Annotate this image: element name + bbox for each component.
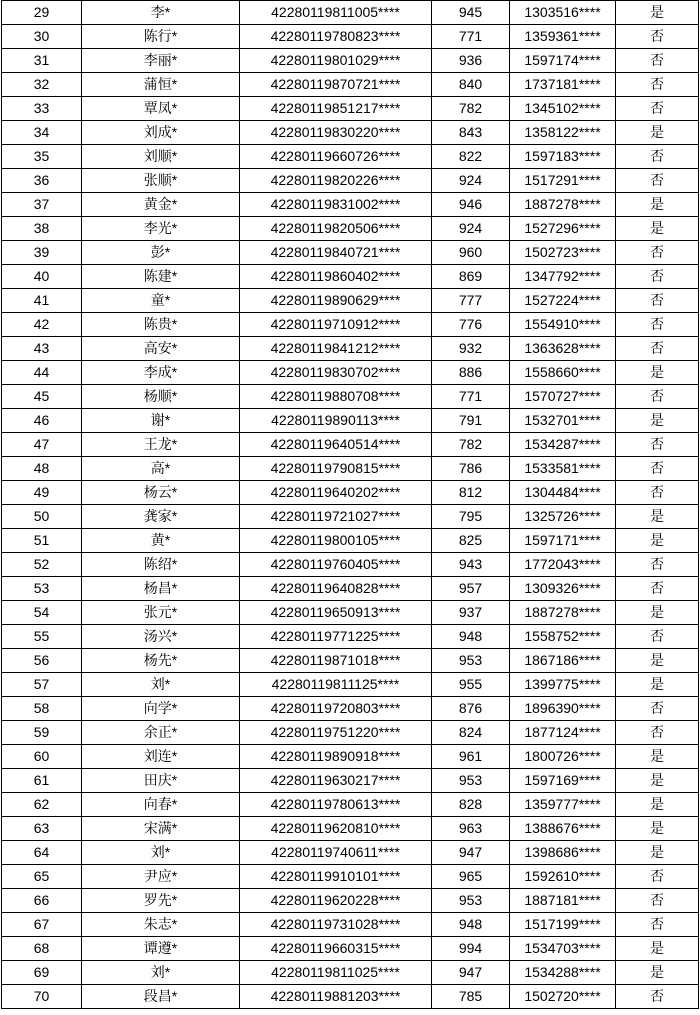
flag-cell: 否: [616, 25, 699, 49]
flag-cell: 否: [616, 865, 699, 889]
name-cell: 李丽*: [82, 49, 240, 73]
table-row: [2, 961, 699, 985]
id-number-cell: 42280119620228****: [240, 889, 432, 913]
phone-cell: 1534287****: [510, 433, 616, 457]
id-number-cell: 42280119720803****: [240, 697, 432, 721]
id-number-cell: 42280119830702****: [240, 361, 432, 385]
score-cell: 947: [432, 841, 510, 865]
row-number-cell: 64: [2, 841, 82, 865]
row-number-cell: 68: [2, 937, 82, 961]
flag-cell: 否: [616, 433, 699, 457]
flag-cell: 是: [616, 817, 699, 841]
id-number-cell: 42280119780613****: [240, 793, 432, 817]
score-cell: 953: [432, 649, 510, 673]
phone-cell: 1502723****: [510, 241, 616, 265]
table-row: [2, 265, 699, 289]
score-cell: 936: [432, 49, 510, 73]
phone-cell: 1887278****: [510, 601, 616, 625]
phone-cell: 1772043****: [510, 553, 616, 577]
name-cell: 谢*: [82, 409, 240, 433]
score-cell: 782: [432, 433, 510, 457]
name-cell: 刘*: [82, 841, 240, 865]
flag-cell: 否: [616, 49, 699, 73]
phone-cell: 1325726****: [510, 505, 616, 529]
id-number-cell: 42280119860402****: [240, 265, 432, 289]
score-cell: 943: [432, 553, 510, 577]
table-row: [2, 529, 699, 553]
id-number-cell: 42280119760405****: [240, 553, 432, 577]
score-cell: 953: [432, 889, 510, 913]
row-number-cell: 40: [2, 265, 82, 289]
id-number-cell: 42280119660315****: [240, 937, 432, 961]
name-cell: 张元*: [82, 601, 240, 625]
score-cell: 947: [432, 961, 510, 985]
table-row: [2, 481, 699, 505]
flag-cell: 是: [616, 529, 699, 553]
row-number-cell: 41: [2, 289, 82, 313]
table-row: [2, 121, 699, 145]
score-cell: 963: [432, 817, 510, 841]
phone-cell: 1887278****: [510, 193, 616, 217]
table-row: [2, 841, 699, 865]
row-number-cell: 50: [2, 505, 82, 529]
id-number-cell: 42280119880708****: [240, 385, 432, 409]
roster-table: [1, 0, 699, 1009]
row-number-cell: 38: [2, 217, 82, 241]
table-row: [2, 337, 699, 361]
name-cell: 罗先*: [82, 889, 240, 913]
flag-cell: 是: [616, 745, 699, 769]
score-cell: 777: [432, 289, 510, 313]
row-number-cell: 30: [2, 25, 82, 49]
name-cell: 朱志*: [82, 913, 240, 937]
id-number-cell: 42280119801029****: [240, 49, 432, 73]
score-cell: 812: [432, 481, 510, 505]
table-row: [2, 145, 699, 169]
row-number-cell: 46: [2, 409, 82, 433]
row-number-cell: 67: [2, 913, 82, 937]
row-number-cell: 47: [2, 433, 82, 457]
phone-cell: 1867186****: [510, 649, 616, 673]
flag-cell: 否: [616, 457, 699, 481]
table-row: [2, 361, 699, 385]
flag-cell: 是: [616, 673, 699, 697]
name-cell: 黄金*: [82, 193, 240, 217]
score-cell: 771: [432, 385, 510, 409]
phone-cell: 1887181****: [510, 889, 616, 913]
id-number-cell: 42280119890918****: [240, 745, 432, 769]
name-cell: 余正*: [82, 721, 240, 745]
row-number-cell: 57: [2, 673, 82, 697]
flag-cell: 是: [616, 961, 699, 985]
flag-cell: 否: [616, 481, 699, 505]
phone-cell: 1363628****: [510, 337, 616, 361]
score-cell: 876: [432, 697, 510, 721]
name-cell: 向春*: [82, 793, 240, 817]
roster-body: [2, 1, 699, 1009]
name-cell: 陈绍*: [82, 553, 240, 577]
flag-cell: 是: [616, 1, 699, 25]
table-row: [2, 241, 699, 265]
row-number-cell: 35: [2, 145, 82, 169]
table-row: [2, 193, 699, 217]
phone-cell: 1399775****: [510, 673, 616, 697]
score-cell: 961: [432, 745, 510, 769]
score-cell: 785: [432, 985, 510, 1009]
phone-cell: 1592610****: [510, 865, 616, 889]
phone-cell: 1554910****: [510, 313, 616, 337]
score-cell: 957: [432, 577, 510, 601]
name-cell: 杨顺*: [82, 385, 240, 409]
table-row: [2, 793, 699, 817]
id-number-cell: 42280119881203****: [240, 985, 432, 1009]
score-cell: 955: [432, 673, 510, 697]
flag-cell: 否: [616, 265, 699, 289]
name-cell: 彭*: [82, 241, 240, 265]
flag-cell: 是: [616, 409, 699, 433]
score-cell: 824: [432, 721, 510, 745]
score-cell: 937: [432, 601, 510, 625]
flag-cell: 否: [616, 985, 699, 1009]
row-number-cell: 70: [2, 985, 82, 1009]
phone-cell: 1533581****: [510, 457, 616, 481]
phone-cell: 1398686****: [510, 841, 616, 865]
phone-cell: 1800726****: [510, 745, 616, 769]
id-number-cell: 42280119871018****: [240, 649, 432, 673]
row-number-cell: 53: [2, 577, 82, 601]
flag-cell: 否: [616, 889, 699, 913]
row-number-cell: 52: [2, 553, 82, 577]
table-row: [2, 49, 699, 73]
table-row: [2, 409, 699, 433]
id-number-cell: 42280119800105****: [240, 529, 432, 553]
name-cell: 陈行*: [82, 25, 240, 49]
table-row: [2, 553, 699, 577]
flag-cell: 是: [616, 217, 699, 241]
phone-cell: 1534703****: [510, 937, 616, 961]
id-number-cell: 42280119740611****: [240, 841, 432, 865]
row-number-cell: 62: [2, 793, 82, 817]
id-number-cell: 42280119840721****: [240, 241, 432, 265]
name-cell: 童*: [82, 289, 240, 313]
name-cell: 黄*: [82, 529, 240, 553]
name-cell: 刘连*: [82, 745, 240, 769]
name-cell: 杨云*: [82, 481, 240, 505]
table-row: [2, 73, 699, 97]
id-number-cell: 42280119820226****: [240, 169, 432, 193]
flag-cell: 否: [616, 73, 699, 97]
table-row: [2, 313, 699, 337]
id-number-cell: 42280119820506****: [240, 217, 432, 241]
id-number-cell: 42280119660726****: [240, 145, 432, 169]
score-cell: 840: [432, 73, 510, 97]
name-cell: 田庆*: [82, 769, 240, 793]
name-cell: 汤兴*: [82, 625, 240, 649]
flag-cell: 是: [616, 601, 699, 625]
flag-cell: 是: [616, 649, 699, 673]
table-row: [2, 913, 699, 937]
table-row: [2, 169, 699, 193]
name-cell: 向学*: [82, 697, 240, 721]
row-number-cell: 48: [2, 457, 82, 481]
table-row: [2, 649, 699, 673]
flag-cell: 是: [616, 793, 699, 817]
row-number-cell: 43: [2, 337, 82, 361]
id-number-cell: 42280119830220****: [240, 121, 432, 145]
flag-cell: 否: [616, 913, 699, 937]
flag-cell: 否: [616, 385, 699, 409]
phone-cell: 1597171****: [510, 529, 616, 553]
name-cell: 高*: [82, 457, 240, 481]
score-cell: 771: [432, 25, 510, 49]
row-number-cell: 56: [2, 649, 82, 673]
table-row: [2, 385, 699, 409]
row-number-cell: 61: [2, 769, 82, 793]
flag-cell: 否: [616, 697, 699, 721]
table-row: [2, 457, 699, 481]
row-number-cell: 55: [2, 625, 82, 649]
id-number-cell: 42280119811025****: [240, 961, 432, 985]
table-row: [2, 217, 699, 241]
score-cell: 791: [432, 409, 510, 433]
score-cell: 869: [432, 265, 510, 289]
name-cell: 段昌*: [82, 985, 240, 1009]
flag-cell: 否: [616, 553, 699, 577]
row-number-cell: 66: [2, 889, 82, 913]
row-number-cell: 42: [2, 313, 82, 337]
row-number-cell: 60: [2, 745, 82, 769]
name-cell: 刘顺*: [82, 145, 240, 169]
name-cell: 龚家*: [82, 505, 240, 529]
phone-cell: 1570727****: [510, 385, 616, 409]
name-cell: 蒲恒*: [82, 73, 240, 97]
row-number-cell: 59: [2, 721, 82, 745]
phone-cell: 1388676****: [510, 817, 616, 841]
score-cell: 960: [432, 241, 510, 265]
score-cell: 932: [432, 337, 510, 361]
flag-cell: 是: [616, 121, 699, 145]
phone-cell: 1358122****: [510, 121, 616, 145]
name-cell: 李成*: [82, 361, 240, 385]
flag-cell: 是: [616, 937, 699, 961]
phone-cell: 1597174****: [510, 49, 616, 73]
phone-cell: 1597183****: [510, 145, 616, 169]
score-cell: 786: [432, 457, 510, 481]
flag-cell: 是: [616, 841, 699, 865]
row-number-cell: 33: [2, 97, 82, 121]
id-number-cell: 42280119831002****: [240, 193, 432, 217]
name-cell: 陈贵*: [82, 313, 240, 337]
name-cell: 杨昌*: [82, 577, 240, 601]
flag-cell: 是: [616, 193, 699, 217]
flag-cell: 否: [616, 145, 699, 169]
flag-cell: 否: [616, 169, 699, 193]
table-row: [2, 697, 699, 721]
row-number-cell: 32: [2, 73, 82, 97]
name-cell: 陈建*: [82, 265, 240, 289]
table-row: [2, 673, 699, 697]
id-number-cell: 42280119721027****: [240, 505, 432, 529]
phone-cell: 1309326****: [510, 577, 616, 601]
name-cell: 谭遵*: [82, 937, 240, 961]
flag-cell: 否: [616, 313, 699, 337]
row-number-cell: 65: [2, 865, 82, 889]
table-row: [2, 889, 699, 913]
score-cell: 843: [432, 121, 510, 145]
phone-cell: 1896390****: [510, 697, 616, 721]
flag-cell: 否: [616, 241, 699, 265]
phone-cell: 1359361****: [510, 25, 616, 49]
table-row: [2, 97, 699, 121]
row-number-cell: 45: [2, 385, 82, 409]
row-number-cell: 49: [2, 481, 82, 505]
id-number-cell: 42280119620810****: [240, 817, 432, 841]
table-row: [2, 505, 699, 529]
phone-cell: 1737181****: [510, 73, 616, 97]
name-cell: 刘*: [82, 673, 240, 697]
phone-cell: 1304484****: [510, 481, 616, 505]
row-number-cell: 54: [2, 601, 82, 625]
id-number-cell: 42280119890629****: [240, 289, 432, 313]
row-number-cell: 44: [2, 361, 82, 385]
phone-cell: 1558752****: [510, 625, 616, 649]
name-cell: 宋满*: [82, 817, 240, 841]
table-row: [2, 1, 699, 25]
table-row: [2, 625, 699, 649]
table-row: [2, 769, 699, 793]
score-cell: 994: [432, 937, 510, 961]
id-number-cell: 42280119910101****: [240, 865, 432, 889]
id-number-cell: 42280119841212****: [240, 337, 432, 361]
flag-cell: 是: [616, 361, 699, 385]
phone-cell: 1534288****: [510, 961, 616, 985]
phone-cell: 1532701****: [510, 409, 616, 433]
score-cell: 795: [432, 505, 510, 529]
name-cell: 尹应*: [82, 865, 240, 889]
name-cell: 李*: [82, 1, 240, 25]
score-cell: 886: [432, 361, 510, 385]
id-number-cell: 42280119870721****: [240, 73, 432, 97]
id-number-cell: 42280119811125****: [240, 673, 432, 697]
table-row: [2, 601, 699, 625]
score-cell: 945: [432, 1, 510, 25]
id-number-cell: 42280119780823****: [240, 25, 432, 49]
score-cell: 828: [432, 793, 510, 817]
table-row: [2, 433, 699, 457]
row-number-cell: 34: [2, 121, 82, 145]
table-row: [2, 937, 699, 961]
table-row: [2, 721, 699, 745]
name-cell: 刘*: [82, 961, 240, 985]
phone-cell: 1345102****: [510, 97, 616, 121]
table-row: [2, 817, 699, 841]
table-row: [2, 289, 699, 313]
name-cell: 刘成*: [82, 121, 240, 145]
id-number-cell: 42280119851217****: [240, 97, 432, 121]
flag-cell: 否: [616, 337, 699, 361]
phone-cell: 1527296****: [510, 217, 616, 241]
phone-cell: 1597169****: [510, 769, 616, 793]
name-cell: 覃凤*: [82, 97, 240, 121]
flag-cell: 否: [616, 625, 699, 649]
phone-cell: 1347792****: [510, 265, 616, 289]
flag-cell: 是: [616, 769, 699, 793]
table-row: [2, 985, 699, 1009]
score-cell: 924: [432, 217, 510, 241]
score-cell: 953: [432, 769, 510, 793]
flag-cell: 否: [616, 721, 699, 745]
flag-cell: 否: [616, 97, 699, 121]
row-number-cell: 39: [2, 241, 82, 265]
id-number-cell: 42280119751220****: [240, 721, 432, 745]
id-number-cell: 42280119811005****: [240, 1, 432, 25]
phone-cell: 1303516****: [510, 1, 616, 25]
row-number-cell: 36: [2, 169, 82, 193]
score-cell: 782: [432, 97, 510, 121]
name-cell: 王龙*: [82, 433, 240, 457]
id-number-cell: 42280119640828****: [240, 577, 432, 601]
id-number-cell: 42280119790815****: [240, 457, 432, 481]
name-cell: 李光*: [82, 217, 240, 241]
row-number-cell: 63: [2, 817, 82, 841]
id-number-cell: 42280119890113****: [240, 409, 432, 433]
flag-cell: 是: [616, 505, 699, 529]
score-cell: 822: [432, 145, 510, 169]
score-cell: 776: [432, 313, 510, 337]
score-cell: 948: [432, 913, 510, 937]
flag-cell: 否: [616, 577, 699, 601]
phone-cell: 1877124****: [510, 721, 616, 745]
phone-cell: 1517291****: [510, 169, 616, 193]
id-number-cell: 42280119710912****: [240, 313, 432, 337]
phone-cell: 1517199****: [510, 913, 616, 937]
table-row: [2, 25, 699, 49]
row-number-cell: 31: [2, 49, 82, 73]
id-number-cell: 42280119640202****: [240, 481, 432, 505]
name-cell: 高安*: [82, 337, 240, 361]
row-number-cell: 69: [2, 961, 82, 985]
table-row: [2, 745, 699, 769]
score-cell: 948: [432, 625, 510, 649]
phone-cell: 1502720****: [510, 985, 616, 1009]
row-number-cell: 51: [2, 529, 82, 553]
name-cell: 张顺*: [82, 169, 240, 193]
name-cell: 杨先*: [82, 649, 240, 673]
row-number-cell: 58: [2, 697, 82, 721]
id-number-cell: 42280119630217****: [240, 769, 432, 793]
score-cell: 924: [432, 169, 510, 193]
id-number-cell: 42280119640514****: [240, 433, 432, 457]
phone-cell: 1359777****: [510, 793, 616, 817]
row-number-cell: 29: [2, 1, 82, 25]
table-row: [2, 865, 699, 889]
flag-cell: 否: [616, 289, 699, 313]
id-number-cell: 42280119650913****: [240, 601, 432, 625]
id-number-cell: 42280119771225****: [240, 625, 432, 649]
score-cell: 946: [432, 193, 510, 217]
row-number-cell: 37: [2, 193, 82, 217]
table-row: [2, 577, 699, 601]
phone-cell: 1527224****: [510, 289, 616, 313]
score-cell: 965: [432, 865, 510, 889]
phone-cell: 1558660****: [510, 361, 616, 385]
id-number-cell: 42280119731028****: [240, 913, 432, 937]
score-cell: 825: [432, 529, 510, 553]
